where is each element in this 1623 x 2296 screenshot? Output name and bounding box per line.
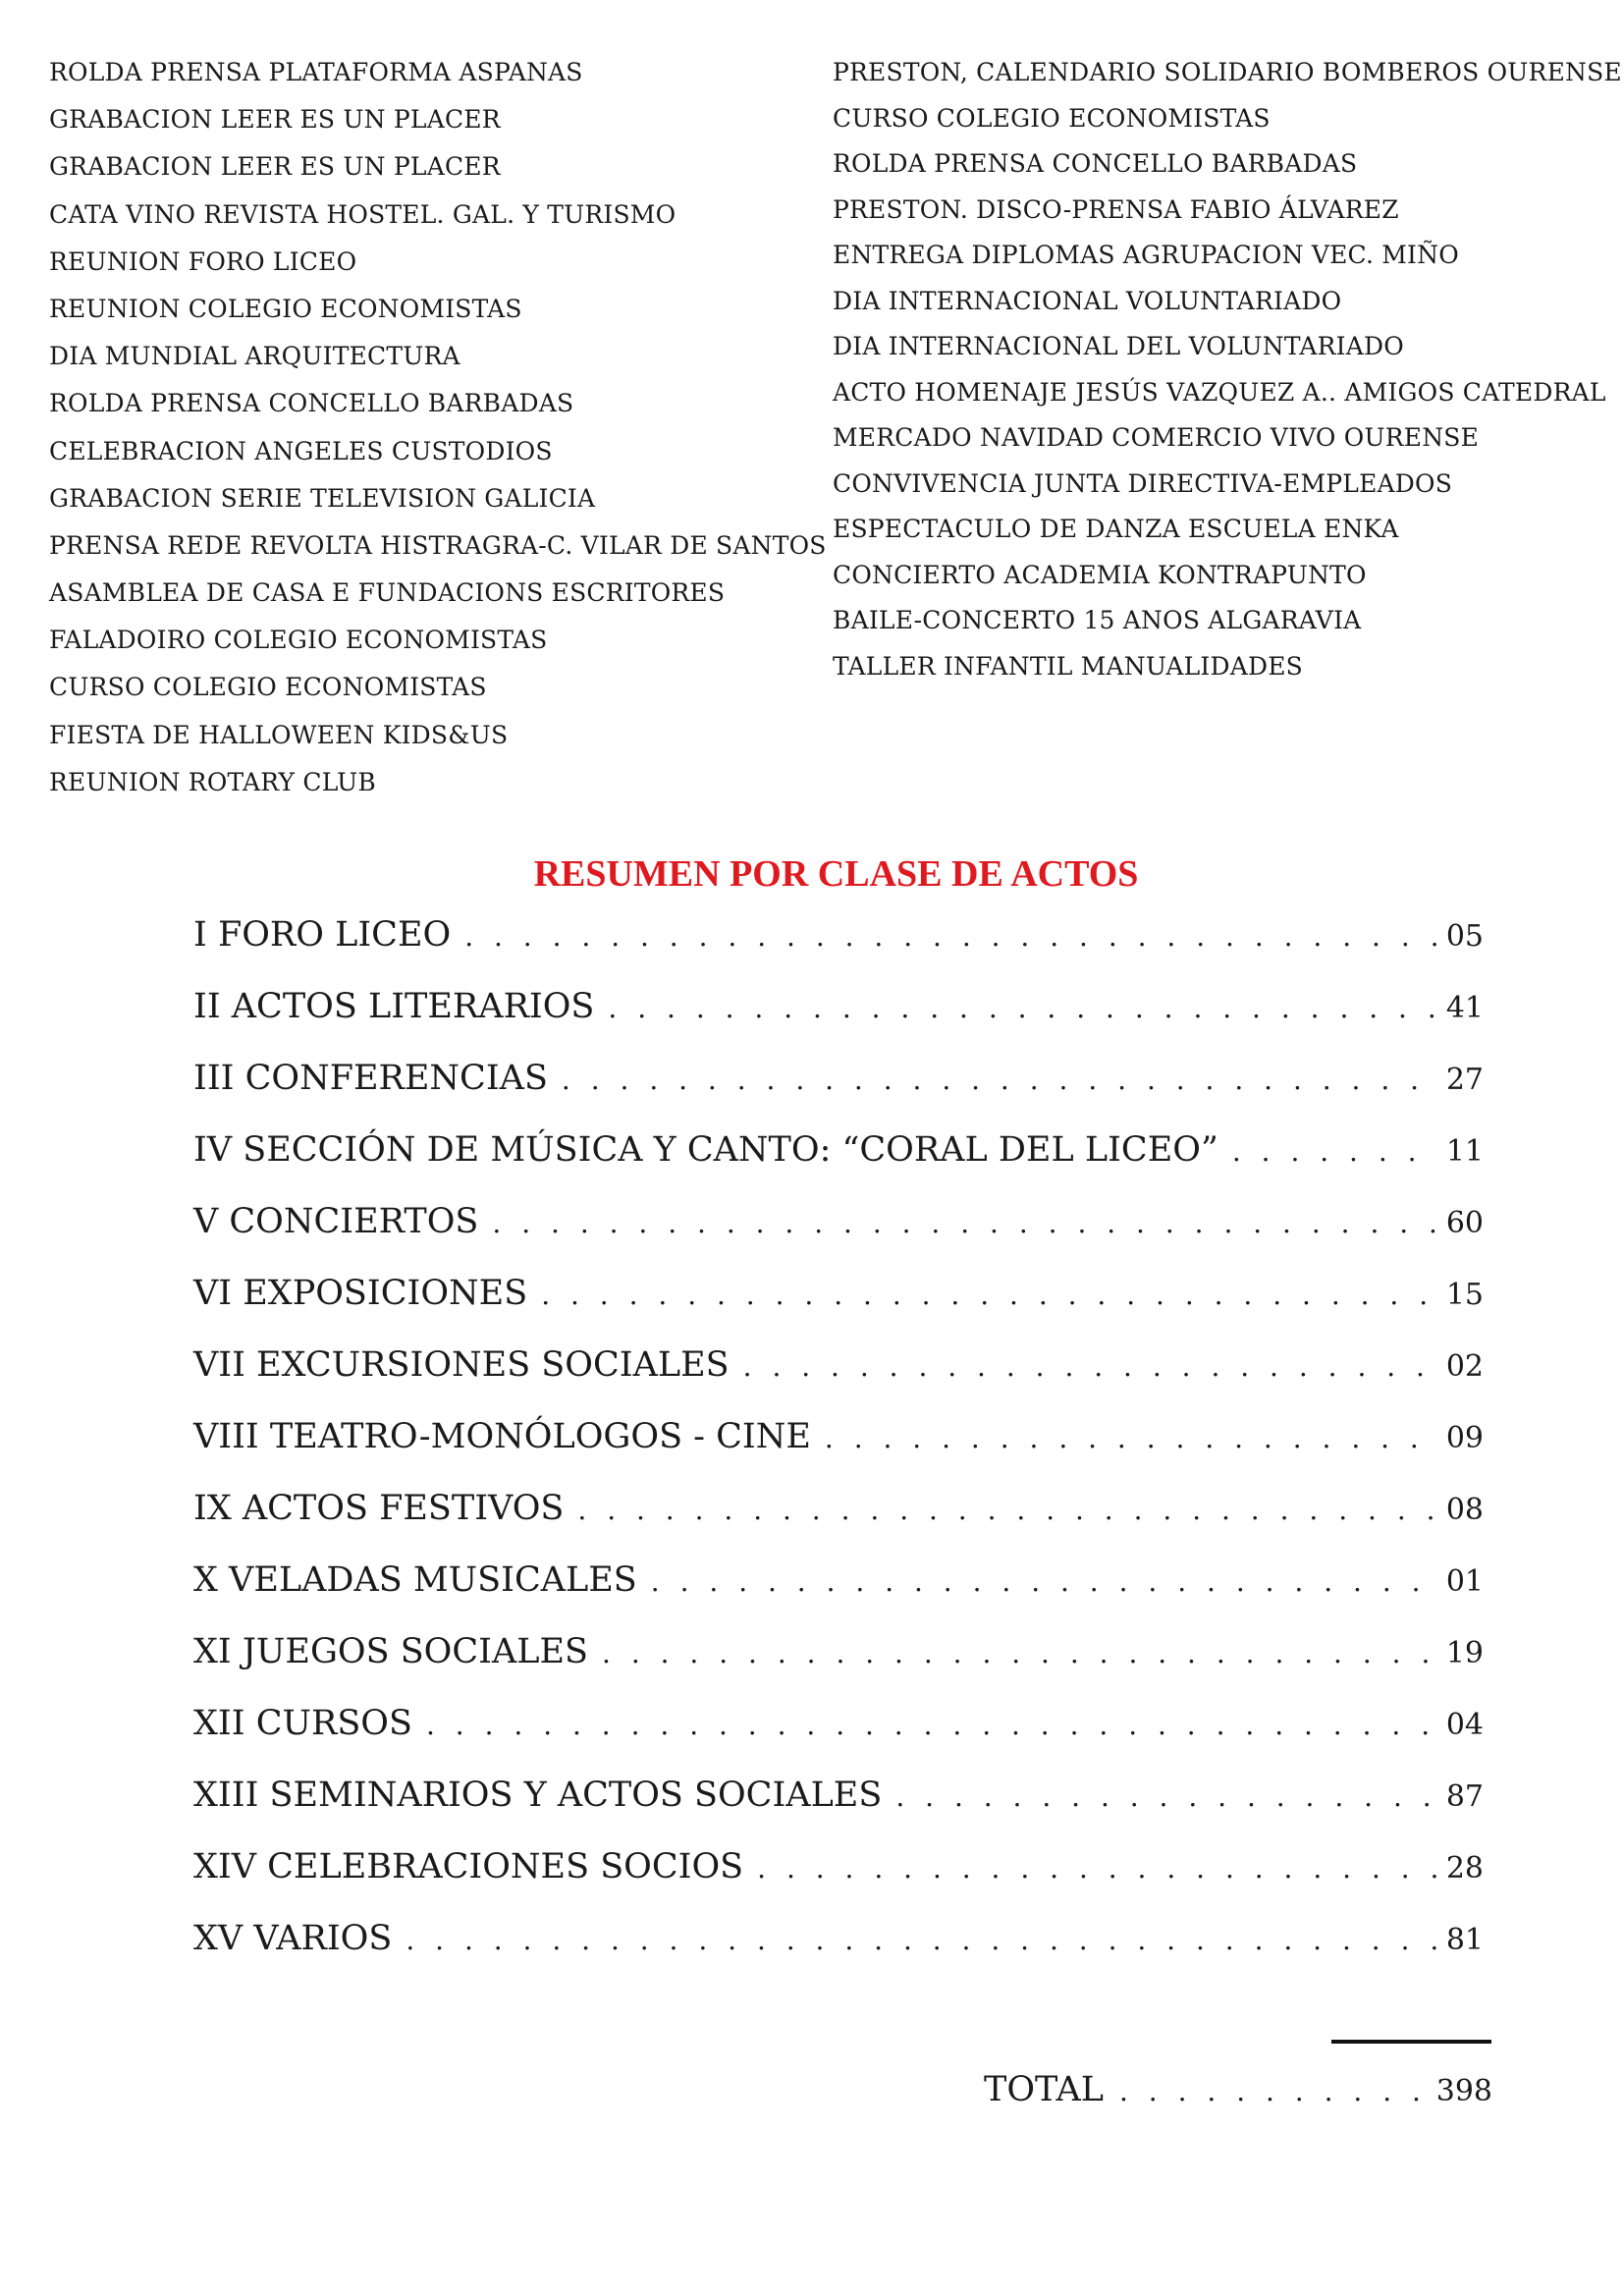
summary-row-label: VI EXPOSICIONES xyxy=(193,1274,528,1313)
summary-row xyxy=(193,1919,1484,1991)
dot-leader xyxy=(577,1494,1435,1526)
list-item: REUNION FORO LICEO xyxy=(49,246,357,276)
summary-row-label: XV VARIOS xyxy=(193,1919,393,1958)
summary-row xyxy=(193,1202,1484,1274)
list-item: DIA INTERNACIONAL VOLUNTARIADO xyxy=(833,286,1342,315)
total-label: TOTAL xyxy=(984,2070,1104,2109)
total-value: 398 xyxy=(1435,2074,1492,2108)
list-item: PRENSA REDE REVOLTA HISTRAGRA-C. VILAR DE SANTOS xyxy=(49,530,827,560)
list-item: GRABACION LEER ES UN PLACER xyxy=(49,105,501,135)
list-item: CELEBRACION ANGELES CUSTODIOS xyxy=(49,436,553,465)
list-item: DIA MUNDIAL ARQUITECTURA xyxy=(49,342,460,371)
list-item: DIA INTERNACIONAL DEL VOLUNTARIADO xyxy=(833,332,1404,360)
dot-leader xyxy=(541,1279,1436,1311)
list-item: TALLER INFANTIL MANUALIDADES xyxy=(833,651,1304,681)
summary-row-label: VII EXCURSIONES SOCIALES xyxy=(193,1345,730,1385)
summary-row xyxy=(193,1345,1484,1417)
event-list-left xyxy=(49,51,825,808)
summary-row xyxy=(193,1632,1484,1704)
summary-row xyxy=(193,915,1484,987)
summary-row-value: 27 xyxy=(1445,1063,1484,1097)
dot-leader xyxy=(651,1565,1436,1598)
dot-leader xyxy=(743,1350,1436,1383)
list-item: ROLDA PRENSA CONCELLO BARBADAS xyxy=(833,149,1358,178)
summary-row-label: XIII SEMINARIOS Y ACTOS SOCIALES xyxy=(193,1776,883,1815)
summary-row-value: 15 xyxy=(1445,1278,1484,1312)
list-item: REUNION COLEGIO ECONOMISTAS xyxy=(49,294,522,323)
summary-row-label: VIII TEATRO-MONÓLOGOS - CINE xyxy=(193,1417,811,1456)
list-item: CURSO COLEGIO ECONOMISTAS xyxy=(49,673,487,702)
list-item: PRESTON, CALENDARIO SOLIDARIO BOMBEROS OURENSE xyxy=(833,58,1622,86)
summary-row-value: 04 xyxy=(1445,1708,1484,1742)
list-item: ASAMBLEA DE CASA E FUNDACIONS ESCRITORES xyxy=(49,578,726,608)
summary-row xyxy=(193,1489,1484,1560)
dot-leader xyxy=(608,992,1435,1024)
summary-row-label: X VELADAS MUSICALES xyxy=(193,1560,637,1600)
summary-title: RESUMEN POR CLASE DE ACTOS xyxy=(533,853,1139,895)
dot-leader xyxy=(1232,1135,1436,1168)
summary-row-value: 01 xyxy=(1445,1564,1484,1599)
dot-leader xyxy=(464,920,1436,953)
summary-row-label: IX ACTOS FESTIVOS xyxy=(193,1489,565,1528)
summary-row-label: XII CURSOS xyxy=(193,1704,412,1743)
list-item: GRABACION SERIE TELEVISION GALICIA xyxy=(49,483,596,513)
list-item: CONCIERTO ACADEMIA KONTRAPUNTO xyxy=(833,560,1367,589)
dot-leader xyxy=(825,1422,1436,1454)
summary-row-value: 08 xyxy=(1445,1493,1484,1527)
dot-leader xyxy=(895,1780,1435,1813)
summary-list xyxy=(193,915,1484,1991)
list-item: ROLDA PRENSA PLATAFORMA ASPANAS xyxy=(49,58,583,86)
summary-row-value: 28 xyxy=(1445,1851,1484,1886)
summary-row-label: IV SECCIÓN DE MÚSICA Y CANTO: “CORAL DEL LICEO” xyxy=(193,1130,1218,1170)
summary-row xyxy=(193,1776,1484,1847)
list-item: CONVIVENCIA JUNTA DIRECTIVA-EMPLEADOS xyxy=(833,468,1453,498)
dot-leader xyxy=(492,1207,1435,1239)
dot-leader xyxy=(1119,2075,1425,2107)
list-item: FIESTA DE HALLOWEEN KIDS&US xyxy=(49,720,509,749)
summary-row-value: 41 xyxy=(1445,991,1484,1025)
list-item: CATA VINO REVISTA HOSTEL. GAL. Y TURISMO xyxy=(49,199,676,229)
summary-row xyxy=(193,1059,1484,1130)
summary-row-label: II ACTOS LITERARIOS xyxy=(193,987,595,1026)
dot-leader xyxy=(562,1064,1436,1096)
list-item: PRESTON. DISCO-PRENSA FABIO ÁLVAREZ xyxy=(833,194,1399,224)
summary-row xyxy=(193,1847,1484,1919)
total-row xyxy=(984,2070,1492,2109)
summary-row xyxy=(193,1704,1484,1776)
summary-row-value: 09 xyxy=(1445,1421,1484,1455)
total-divider xyxy=(1331,2040,1491,2044)
summary-row-value: 81 xyxy=(1445,1923,1484,1957)
summary-row xyxy=(193,987,1484,1059)
summary-row-value: 87 xyxy=(1445,1779,1484,1814)
list-item: BAILE-CONCERTO 15 ANOS ALGARAVIA xyxy=(833,606,1362,634)
summary-row xyxy=(193,1274,1484,1345)
summary-row-value: 60 xyxy=(1445,1206,1484,1240)
summary-row xyxy=(193,1417,1484,1489)
summary-row-label: XI JUEGOS SOCIALES xyxy=(193,1632,589,1671)
list-item: ENTREGA DIPLOMAS AGRUPACION VEC. MIÑO xyxy=(833,241,1459,269)
summary-row xyxy=(193,1560,1484,1632)
summary-row-label: V CONCIERTOS xyxy=(193,1202,479,1241)
summary-row-label: III CONFERENCIAS xyxy=(193,1059,548,1098)
list-item: REUNION ROTARY CLUB xyxy=(49,767,376,796)
dot-leader xyxy=(426,1709,1436,1741)
list-item: CURSO COLEGIO ECONOMISTAS xyxy=(833,103,1271,133)
list-item: ACTO HOMENAJE JESÚS VAZQUEZ A.. AMIGOS CATEDRAL xyxy=(833,377,1606,407)
list-item: GRABACION LEER ES UN PLACER xyxy=(49,152,501,182)
dot-leader xyxy=(406,1924,1435,1956)
summary-row-label: XIV CELEBRACIONES SOCIOS xyxy=(193,1847,744,1886)
summary-row-value: 11 xyxy=(1445,1134,1484,1169)
list-item: ROLDA PRENSA CONCELLO BARBADAS xyxy=(49,389,574,418)
list-item: ESPECTACULO DE DANZA ESCUELA ENKA xyxy=(833,515,1399,543)
dot-leader xyxy=(757,1852,1436,1885)
summary-row-value: 19 xyxy=(1445,1636,1484,1670)
list-item: FALADOIRO COLEGIO ECONOMISTAS xyxy=(49,626,548,655)
summary-row xyxy=(193,1130,1484,1202)
summary-row-value: 02 xyxy=(1445,1349,1484,1384)
summary-row-label: I FORO LICEO xyxy=(193,915,452,955)
summary-row-value: 05 xyxy=(1445,919,1484,954)
dot-leader xyxy=(602,1637,1436,1669)
list-item: MERCADO NAVIDAD COMERCIO VIVO OURENSE xyxy=(833,423,1480,452)
event-list-right xyxy=(833,51,1622,690)
